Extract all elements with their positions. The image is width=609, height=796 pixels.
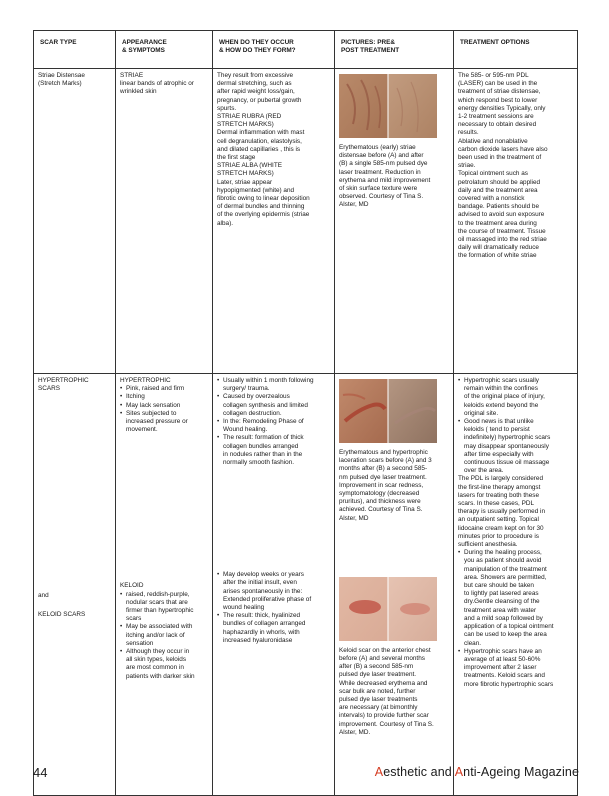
scar-treatment-table xyxy=(33,30,578,796)
list-item: • The result: formation of thick collagen bundles arranged in nodules rather than in the normally smooth fashion. xyxy=(217,434,330,467)
caption-line: intervals) to provide further scar xyxy=(339,712,429,720)
list-item: • Usually within 1 month following surgery/ trauma. xyxy=(217,377,330,393)
caption-line: erythema and mild improvement xyxy=(339,176,431,184)
text-line: which respond best to lower xyxy=(458,96,538,104)
striae-before-after-photo xyxy=(339,74,437,138)
hk-appearance: HYPERTROPHIC • Pink, raised and firm • Itching • May lack sensation • Sites subjected to increased pressure or movement. KELOID • raised, reddish-purple, nodular scars that are firmer than hypertrophic scars • May be associated with itching and/or lack of sensation • Although they occur in all skin types, keloids are most common in patients with darker skin xyxy=(116,374,213,796)
striae-scar-type: Striae Distensae (Stretch Marks) xyxy=(34,69,116,374)
hk-scar-type: HYPERTROPHIC SCARS and KELOID SCARS xyxy=(34,374,116,796)
caption-line: improvement. Courtesy of Tina S. xyxy=(339,720,434,728)
text-line: covered with a nonstick xyxy=(458,195,525,203)
text-line: lidocaine cream kept on for 30 xyxy=(458,524,544,532)
text-line: advised to avoid sun exposure xyxy=(458,211,545,219)
striae-caption xyxy=(339,144,449,210)
caption-line: observed. Courtesy of Tina S. xyxy=(339,193,424,201)
header-when: WHEN DO THEY OCCUR & HOW DO THEY FORM? xyxy=(213,31,335,69)
caption-line: Alster, MD xyxy=(339,514,369,522)
caption-line: (B) a single 585-nm pulsed dye xyxy=(339,160,428,168)
text-line: to the treatment area during xyxy=(458,219,537,227)
text-line: an outpatient setting. Topical xyxy=(458,516,539,524)
header-treatment: TREATMENT OPTIONS xyxy=(454,31,578,69)
text-line: Dermal inflammation with mast xyxy=(217,129,305,137)
text-line: spurts. xyxy=(217,104,237,112)
list-item: • May develop weeks or years after the initial insult, even arises spontaneously in the: Extended proliferative phase of wound healing xyxy=(217,571,330,612)
text-line: STRETCH MARKS) xyxy=(217,121,274,129)
caption-line: are necessary (at bimonthly xyxy=(339,704,418,712)
header-pictures: PICTURES: PRE& POST TREATMENT xyxy=(335,31,454,69)
caption-line: Improvement in scar redness, xyxy=(339,481,424,489)
text-line: carbon dioxide lasers have also xyxy=(458,145,548,153)
text-line: bandage. Patients should be xyxy=(458,203,540,211)
text-line: treatment of striae distensae, xyxy=(458,88,541,96)
caption-line: Erythematous (early) striae xyxy=(339,144,416,151)
list-item: • Caused by overzealous collagen synthesis and limited collagen destruction. xyxy=(217,393,330,418)
text-line: fibrotic owing to linear deposition xyxy=(217,195,310,203)
caption-line: months after (B) a second 585- xyxy=(339,465,428,473)
text-line: been used in the treatment of xyxy=(458,154,542,162)
list-item: • Sites subjected to increased pressure or movement. xyxy=(120,410,208,435)
text-line: lasers for treating both these xyxy=(458,491,539,499)
striae-pictures xyxy=(335,69,454,374)
text-line: STRETCH MARKS) xyxy=(217,170,274,178)
text-line: after rapid weight loss/gain, xyxy=(217,88,295,96)
striae-appearance: STRIAE linear bands of atrophic or wrinkled skin xyxy=(116,69,213,374)
text-line: daily and the treatment area xyxy=(458,186,538,194)
text-line: the formation of white striae xyxy=(458,252,537,260)
text-line: They result from excessive xyxy=(217,72,294,79)
striae-when xyxy=(213,69,335,374)
caption-line: nm pulsed dye laser treatment. xyxy=(339,473,427,481)
list-item: • In the: Remodeling Phase of Wound healing. xyxy=(217,418,330,434)
caption-line: symptomatology (decreased xyxy=(339,490,420,498)
caption-line: laser treatment. Reduction in xyxy=(339,168,421,176)
text-line: hypopigmented (white) and xyxy=(217,186,295,194)
caption-line: Keloid scar on the anterior chest xyxy=(339,646,431,654)
hypertrophic-caption xyxy=(339,449,449,523)
text-line: Ablative and nonablative xyxy=(458,137,528,145)
text-line: The 585- or 595-nm PDL xyxy=(458,72,529,79)
text-line: STRIAE RUBRA (RED xyxy=(217,113,282,121)
caption-line: achieved. Courtesy of Tina S. xyxy=(339,506,423,514)
caption-line: While decreased erythema and xyxy=(339,679,428,687)
header-scar-type: SCAR TYPE xyxy=(34,31,116,69)
text-line: (LASER) can be used in the xyxy=(458,80,538,88)
header-row xyxy=(34,31,578,69)
list-item: • raised, reddish-purple, nodular scars that are firmer than hypertrophic scars xyxy=(120,591,208,624)
keloid-caption xyxy=(339,647,449,737)
list-item: • The result: thick, hyalinized bundles of collagen arranged haphazardly in whorls, with increased hyaluronidase xyxy=(217,612,330,645)
text-line: Topical ointment such as xyxy=(458,170,528,178)
text-line: The PDL is largely considered xyxy=(458,475,544,483)
text-line: of dermal bundles and thinning xyxy=(217,203,305,211)
caption-line: distensae before (A) and after xyxy=(339,152,424,160)
text-line: energy densities Typically, only xyxy=(458,104,546,112)
text-line: necessary to obtain desired xyxy=(458,121,537,129)
text-line: STRIAE ALBA (WHITE xyxy=(217,162,282,170)
caption-line: before (A) and several months xyxy=(339,655,425,663)
text-line: the first-line therapy amongst xyxy=(458,483,541,491)
caption-line: of skin surface texture were xyxy=(339,185,418,193)
hk-when xyxy=(213,374,335,796)
text-line: sufficient anesthesia. xyxy=(458,541,518,549)
caption-line: laceration scars before (A) and 3 xyxy=(339,457,432,465)
text-line: of the overlying epidermis (striae xyxy=(217,211,310,219)
text-line: striae. xyxy=(458,162,476,170)
hypertrophic-before-after-photo xyxy=(339,379,437,443)
text-line: dermal stretching, such as xyxy=(217,80,292,88)
text-line: minutes prior to procedure is xyxy=(458,532,539,540)
caption-line: after (B) a second 585-nm xyxy=(339,663,414,671)
text-line: oil massaged into the red striae xyxy=(458,236,547,244)
list-item: • May be associated with itching and/or lack of sensation xyxy=(120,623,208,648)
text-line: Later, striae appear xyxy=(217,178,273,186)
caption-line: Alster, MD xyxy=(339,201,369,209)
list-item: • During the healing process, you as patient should avoid manipulation of the treatment area. Showers are permitted, but care should be taken to lightly pat lasered areas dry.Gentle cleansing of the treatment area with water and a mild soap followed by application of a topical ointment can be used to keep the area clean. xyxy=(458,549,573,647)
list-item: • Hypertrophic scars usually remain within the confines of the original place of injury, keloids extend beyond the original site. xyxy=(458,377,573,418)
text-line: and dilated capillaries , this is xyxy=(217,145,301,153)
striae-photo-image xyxy=(339,74,437,138)
striae-treatment xyxy=(454,69,578,374)
text-line: cell degranulation, elastolysis, xyxy=(217,137,302,145)
text-line: scars. In these cases, PDL xyxy=(458,500,535,508)
text-line: 1-2 treatment sessions are xyxy=(458,113,534,121)
magazine-name: Aesthetic and Anti-Ageing Magazine xyxy=(374,765,579,779)
text-line: results. xyxy=(458,129,479,137)
text-line: therapy is usually performed in xyxy=(458,508,546,516)
list-item: • Good news is that unlike keloids ( tend to persist indefinitely) hypertrophic scars may disappear spontaneously after time especially with continuous tissue oil massage over the area. xyxy=(458,418,573,475)
header-appearance: APPEARANCE & SYMPTOMS xyxy=(116,31,213,69)
text-line: pregnancy, or pubertal growth xyxy=(217,96,302,104)
text-line: daily will dramatically reduce xyxy=(458,244,539,252)
hypertrophic-photo-image xyxy=(339,379,437,443)
list-item: • Pink, raised and firm xyxy=(120,385,208,393)
page-number: 44 xyxy=(33,765,48,780)
hk-pictures xyxy=(335,374,454,796)
hk-treatment xyxy=(454,374,578,796)
text-line: the first stage xyxy=(217,154,256,162)
caption-line: Erythematous and hypertrophic xyxy=(339,449,428,456)
caption-line: pruritus), and thickness were xyxy=(339,498,421,506)
list-item: • Although they occur in all skin types, keloids are most common in patients with darker skin xyxy=(120,648,208,681)
caption-line: pulsed dye laser treatment. xyxy=(339,671,417,679)
text-line: alba). xyxy=(217,219,233,227)
table-row-hypertrophic-keloid xyxy=(34,374,578,796)
list-item: • Hypertrophic scars have an average of at least 50-60% improvement after 2 laser treatments. Keloid scars and more fibrotic hypertrophic scars xyxy=(458,648,573,689)
caption-line: scar bulk are noted, further xyxy=(339,687,416,695)
list-item: • Itching xyxy=(120,393,208,401)
list-item: • May lack sensation xyxy=(120,402,208,410)
keloid-photo-image xyxy=(339,577,437,641)
table-row-striae xyxy=(34,69,578,374)
text-line: the course of treatment. Tissue xyxy=(458,227,546,235)
caption-line: pulsed dye laser treatments xyxy=(339,696,418,704)
keloid-before-after-photo xyxy=(339,577,437,641)
caption-line: Alster, MD. xyxy=(339,728,371,736)
text-line: petrolatum should be applied xyxy=(458,178,541,186)
